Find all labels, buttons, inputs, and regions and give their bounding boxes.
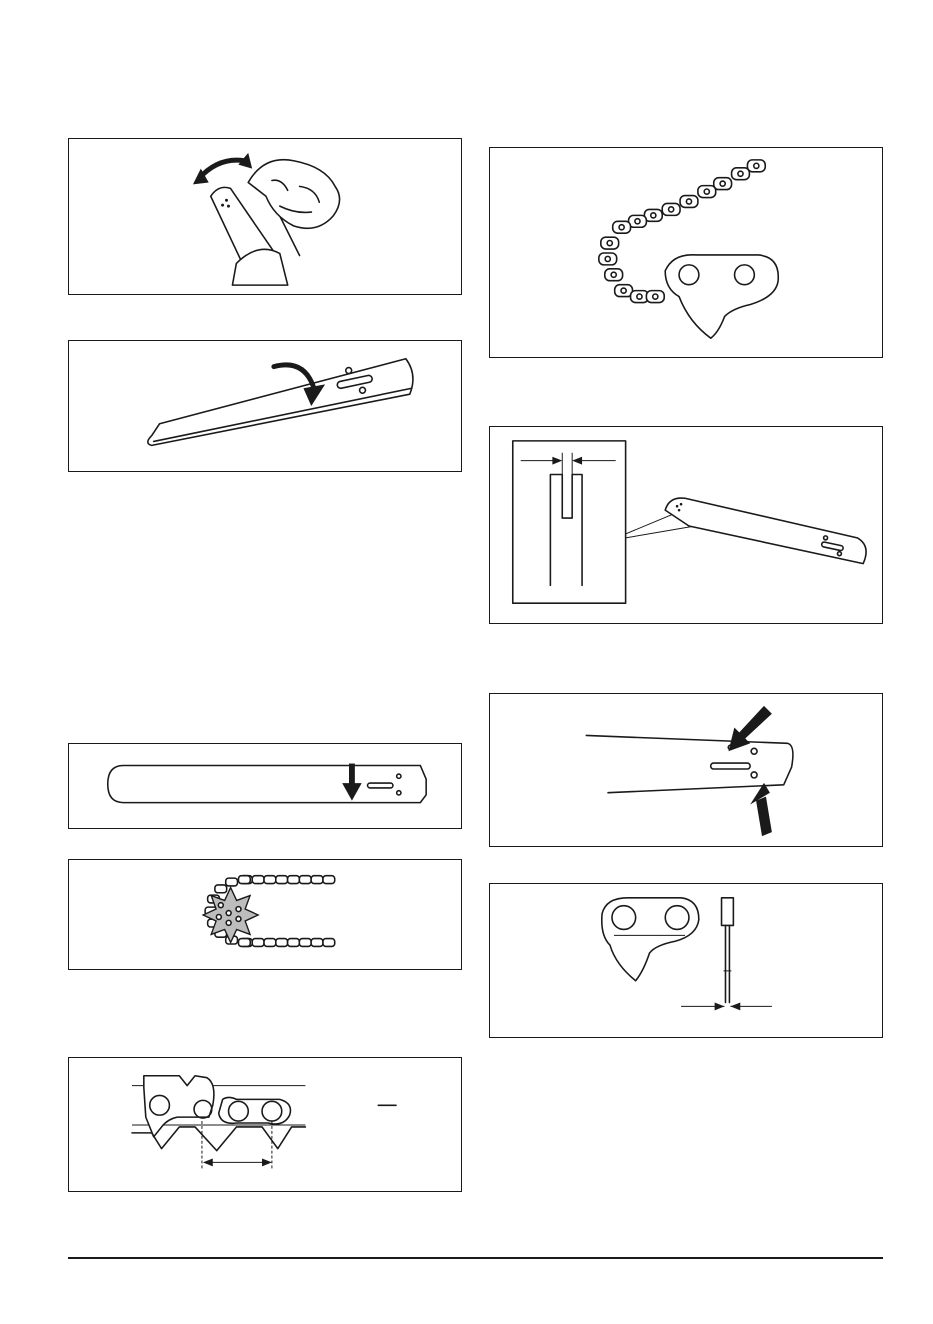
figure-nose-sprocket [68, 859, 462, 970]
footer-rule [68, 1257, 883, 1259]
bar-lubrication-holes-illustration [490, 694, 882, 846]
figure-drive-link-gauge [489, 883, 883, 1038]
saw-chain-and-drive-link-illustration [490, 148, 882, 357]
guide-bar-flip-illustration [69, 341, 461, 471]
figure-saw-chain [489, 147, 883, 358]
figure-guide-bar-flip [68, 340, 462, 472]
bar-groove-width-illustration [490, 427, 882, 623]
figure-bar-marking [68, 743, 462, 829]
hand-turning-bar-illustration [69, 139, 461, 294]
figure-bar-groove-width [489, 426, 883, 624]
figure-bar-lubrication-holes [489, 693, 883, 847]
nose-sprocket-chain-illustration [69, 860, 461, 969]
figure-hand-turning-bar [68, 138, 462, 295]
figure-chain-pitch [68, 1057, 462, 1192]
bar-marking-arrow-illustration [69, 744, 461, 828]
chain-pitch-illustration [69, 1058, 461, 1191]
drive-link-gauge-illustration [490, 884, 882, 1037]
